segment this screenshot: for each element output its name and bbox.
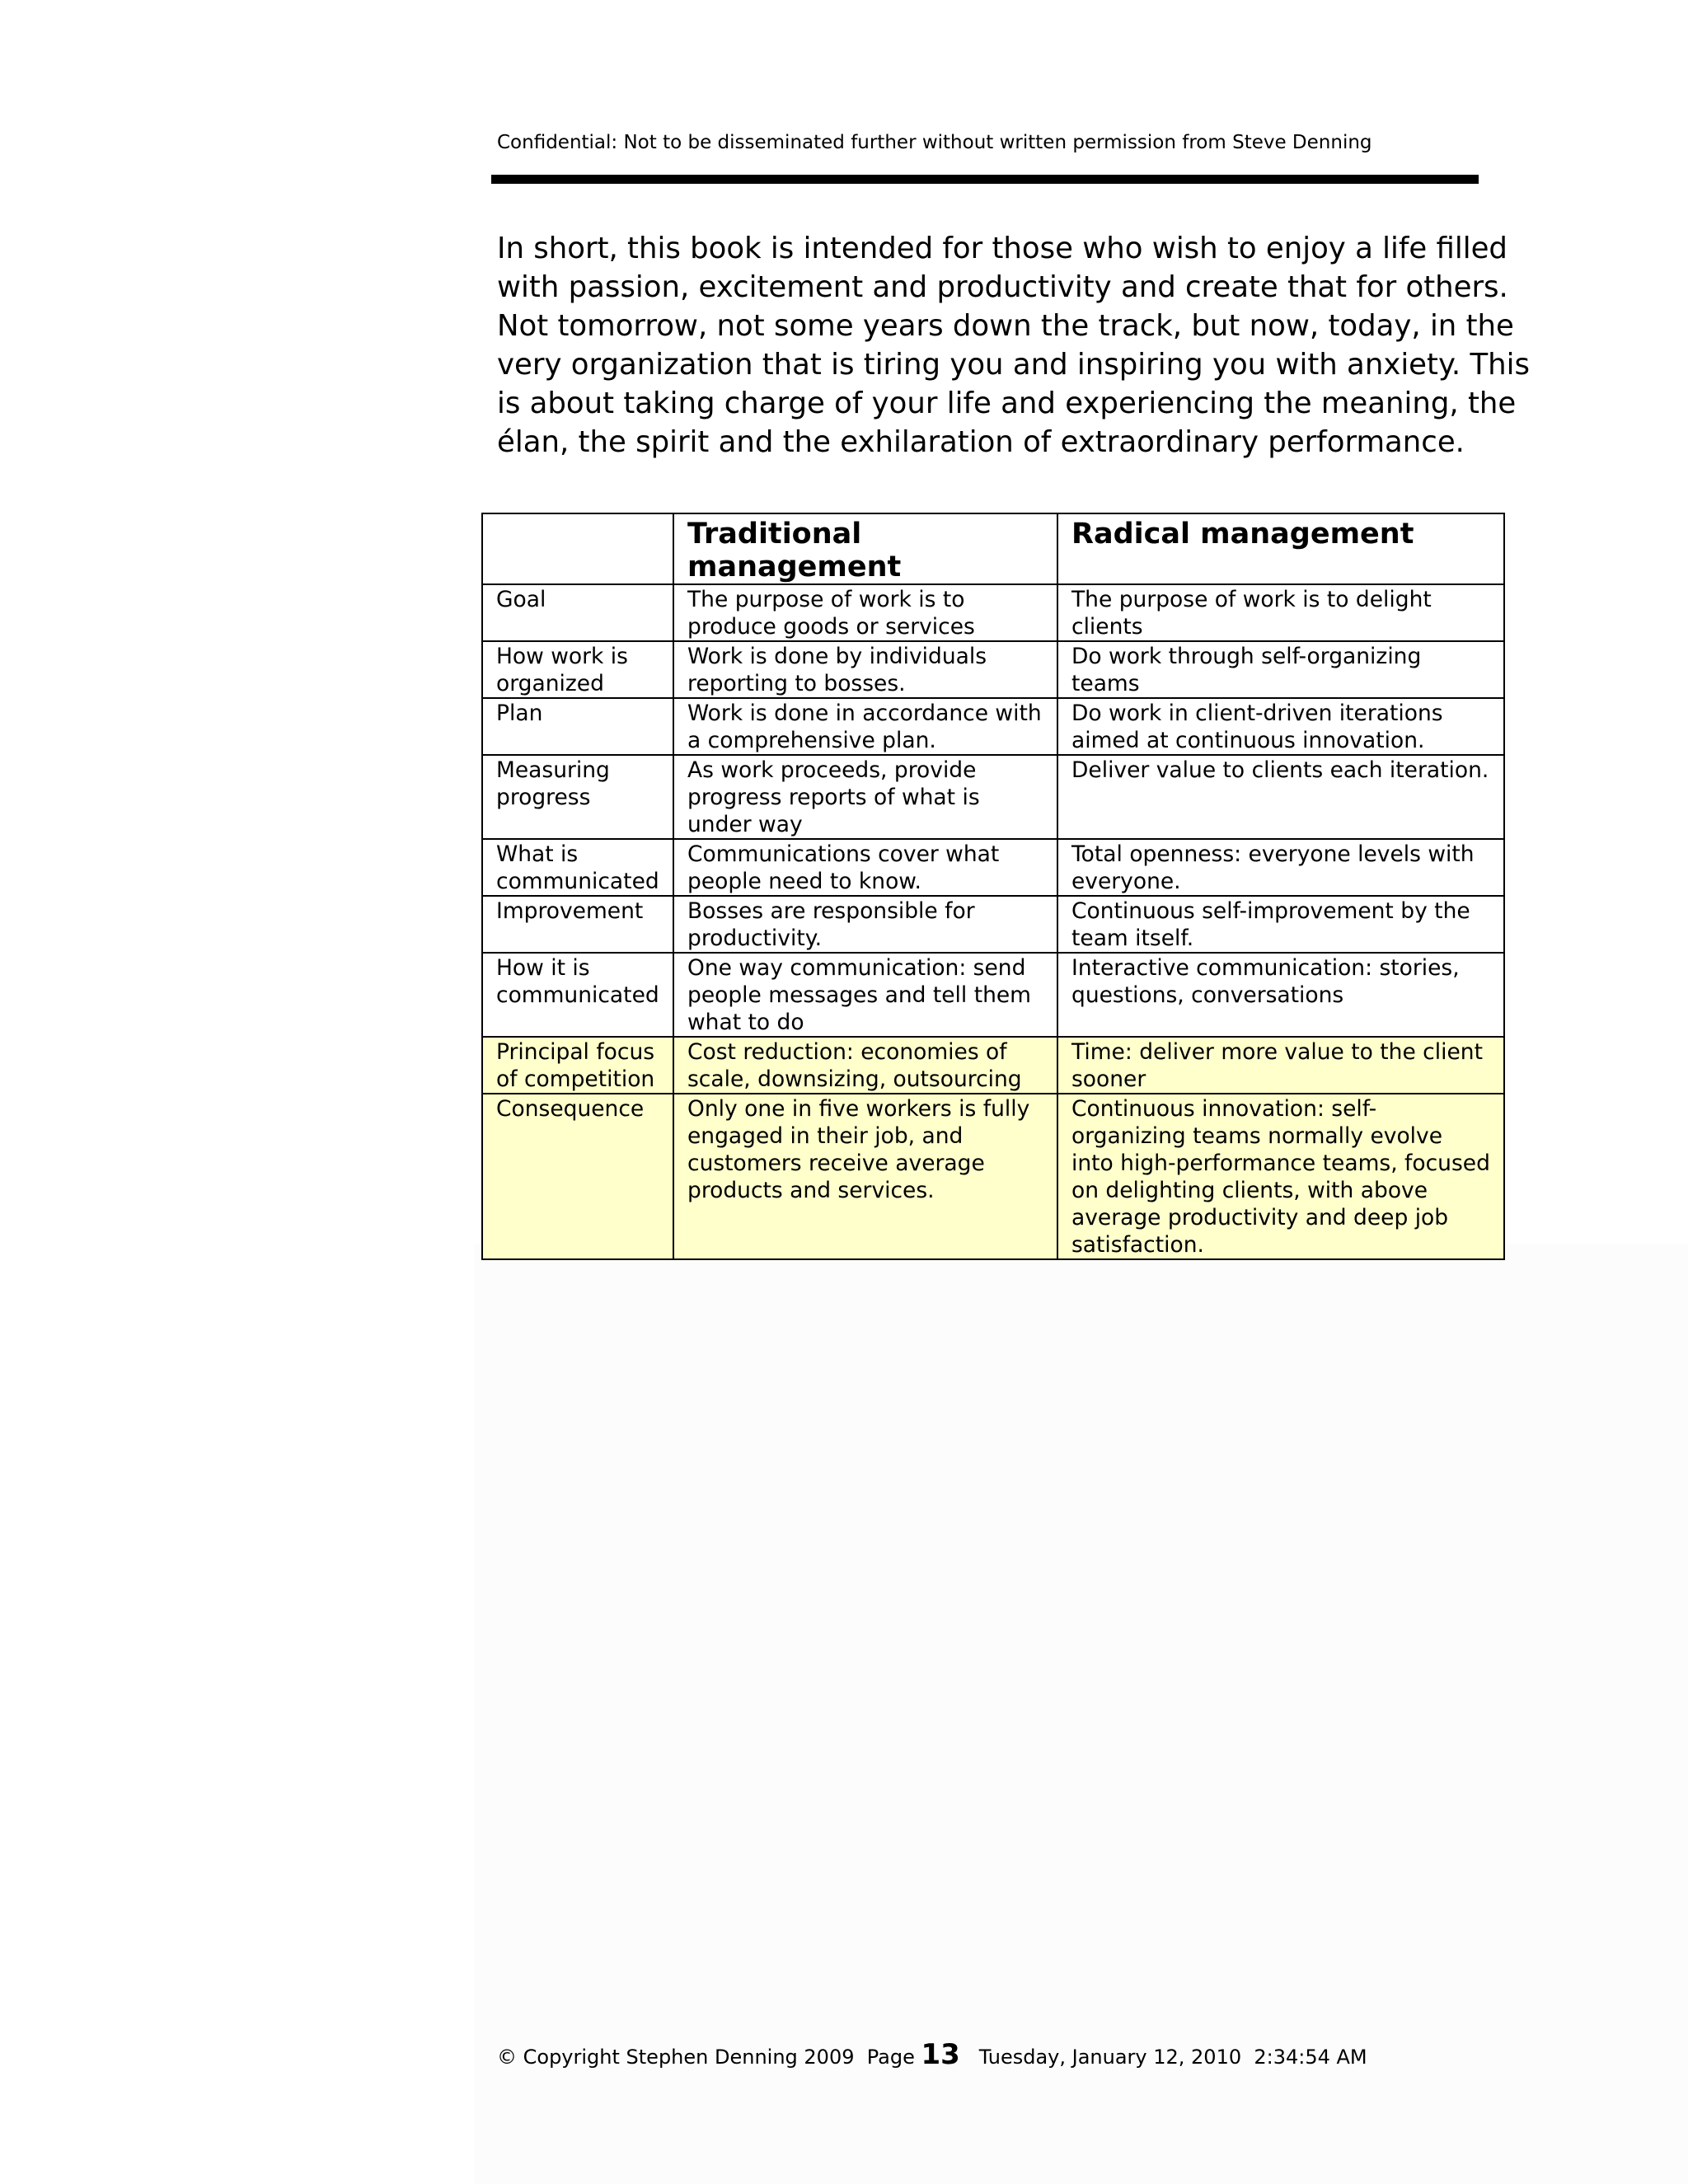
intro-line: Not tomorrow, not some years down the track, but now, today, in the	[497, 309, 1514, 343]
management-comparison-table	[481, 513, 1505, 1260]
radical-cell: Continuous innovation: self-organizing teams normally evolve into high-performance teams, focused on delighting clients, with above average productivity and deep job satisfaction.	[1057, 1094, 1504, 1259]
intro-line: is about taking charge of your life and experiencing the meaning, the	[497, 387, 1517, 420]
header-cell-traditional: Traditional management	[673, 513, 1057, 584]
page-footer	[497, 2038, 1367, 2074]
traditional-cell: Communications cover what people need to know.	[673, 839, 1057, 896]
traditional-cell: Work is done in accordance with a comprehensive plan.	[673, 698, 1057, 755]
radical-cell: The purpose of work is to delight clients	[1057, 584, 1504, 641]
table-row	[482, 698, 1504, 755]
radical-cell: Deliver value to clients each iteration.	[1057, 755, 1504, 839]
traditional-cell: Work is done by individuals reporting to bosses.	[673, 641, 1057, 698]
table-row	[482, 755, 1504, 839]
print-timestamp: Tuesday, January 12, 2010 2:34:54 AM	[978, 2046, 1367, 2069]
traditional-cell: Only one in five workers is fully engaged in their job, and customers receive average products and services.	[673, 1094, 1057, 1259]
row-label: Improvement	[482, 896, 673, 953]
confidential-notice: Confidential: Not to be disseminated further without written permission from Steve Denning	[497, 132, 1372, 153]
radical-cell: Time: deliver more value to the client sooner	[1057, 1037, 1504, 1094]
radical-cell: Continuous self-improvement by the team itself.	[1057, 896, 1504, 953]
intro-line: élan, the spirit and the exhilaration of extraordinary performance.	[497, 425, 1465, 459]
table-row	[482, 584, 1504, 641]
table-row-highlighted	[482, 1037, 1504, 1094]
header-cell-empty	[482, 513, 673, 584]
table-row	[482, 896, 1504, 953]
intro-line: In short, this book is intended for those who wish to enjoy a life filled	[497, 232, 1507, 265]
row-label: Plan	[482, 698, 673, 755]
page-number: 13	[921, 2038, 960, 2071]
table-header-row	[482, 513, 1504, 584]
header-rule	[491, 175, 1479, 184]
row-label: Goal	[482, 584, 673, 641]
header-cell-radical: Radical management	[1057, 513, 1504, 584]
radical-cell: Interactive communication: stories, questions, conversations	[1057, 953, 1504, 1037]
radical-cell: Total openness: everyone levels with everyone.	[1057, 839, 1504, 896]
table-row	[482, 641, 1504, 698]
row-label: What is communicated	[482, 839, 673, 896]
row-label: Consequence	[482, 1094, 673, 1259]
radical-cell: Do work in client-driven iterations aimed at continuous innovation.	[1057, 698, 1504, 755]
copyright-text: © Copyright Stephen Denning 2009	[497, 2046, 855, 2069]
traditional-cell: The purpose of work is to produce goods or services	[673, 584, 1057, 641]
intro-paragraph	[497, 229, 1531, 462]
row-label: How work is organized	[482, 641, 673, 698]
table-row-highlighted	[482, 1094, 1504, 1259]
radical-cell: Do work through self-organizing teams	[1057, 641, 1504, 698]
traditional-cell: Cost reduction: economies of scale, downsizing, outsourcing	[673, 1037, 1057, 1094]
intro-line: very organization that is tiring you and inspiring you with anxiety. This	[497, 348, 1531, 382]
traditional-cell: One way communication: send people messages and tell them what to do	[673, 953, 1057, 1037]
row-label: Principal focus of competition	[482, 1037, 673, 1094]
row-label: Measuring progress	[482, 755, 673, 839]
row-label: How it is communicated	[482, 953, 673, 1037]
page-label: Page	[866, 2046, 915, 2069]
traditional-cell: As work proceeds, provide progress reports of what is under way	[673, 755, 1057, 839]
intro-line: with passion, excitement and productivity and create that for others.	[497, 270, 1508, 304]
traditional-cell: Bosses are responsible for productivity.	[673, 896, 1057, 953]
table-row	[482, 839, 1504, 896]
table-row	[482, 953, 1504, 1037]
